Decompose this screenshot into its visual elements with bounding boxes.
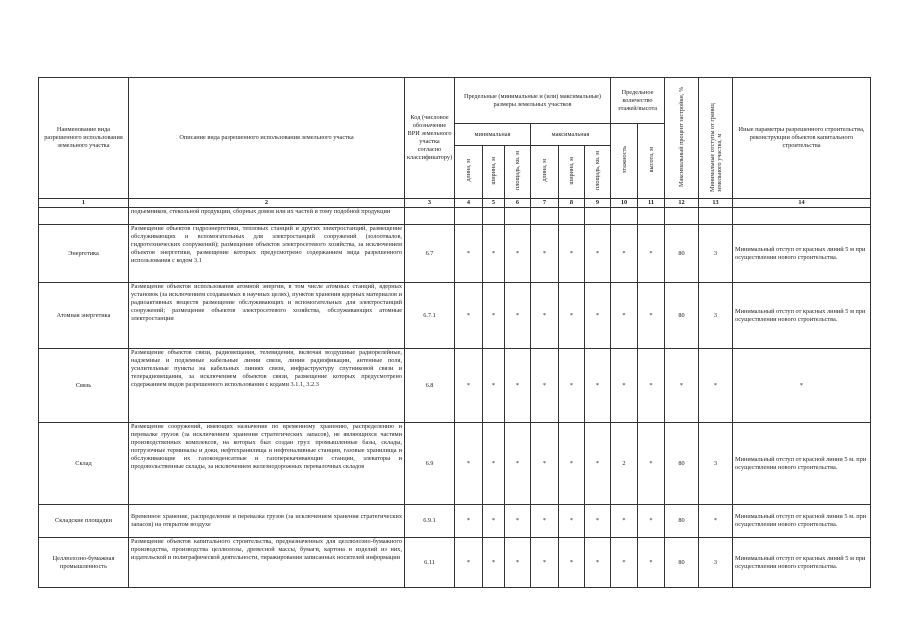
cell-floors: * — [611, 538, 638, 588]
column-number: 7 — [531, 199, 559, 208]
cell-area-min: * — [505, 505, 531, 538]
cell-area-min — [505, 208, 531, 225]
column-number: 1 — [39, 199, 129, 208]
row-code: 6.7.1 — [405, 283, 455, 349]
header-width-min: ширина, м — [483, 146, 505, 199]
cell-floors: 2 — [611, 423, 638, 505]
header-code: Код (числовое обозначение ВРИ земельного участка согласно классификатору) — [405, 78, 455, 199]
header-minimal: минимальная — [455, 124, 531, 146]
cell-width-min: * — [483, 538, 505, 588]
cell-height: * — [638, 423, 665, 505]
table-row — [39, 225, 871, 283]
row-name: Целлюлозно-бумажная промышленность — [39, 538, 129, 588]
cell-area-min: * — [505, 349, 531, 423]
cell-percent: 80 — [665, 505, 699, 538]
table-row — [39, 349, 871, 423]
cell-percent: 80 — [665, 283, 699, 349]
header-percent: Максимальный процент застройки, % — [665, 78, 699, 199]
header-height: высота, м — [638, 124, 665, 199]
header-area-min: площадь, кв. м — [505, 146, 531, 199]
row-name: Атомная энергетика — [39, 283, 129, 349]
header-sizes: Предельные (минимальные и (или) максимальные) размеры земельных участков — [455, 78, 611, 124]
cell-length-min: * — [455, 505, 483, 538]
cell-length-max: * — [531, 225, 559, 283]
cell-floors: * — [611, 505, 638, 538]
row-code — [405, 208, 455, 225]
row-description: Временное хранение, распределение и перевалка грузов (за исключением хранения стратегических запасов) на открытом воздухе — [129, 505, 405, 538]
cell-width-max: * — [559, 349, 585, 423]
cell-length-max: * — [531, 423, 559, 505]
header-name: Наименование вида разрешенного использования земельного участка — [39, 78, 129, 199]
column-number: 4 — [455, 199, 483, 208]
cell-height: * — [638, 538, 665, 588]
cell-other-params: Минимальный отступ от красной линии 5 м. при осуществлении нового строительства. — [733, 505, 871, 538]
cell-area-min: * — [505, 225, 531, 283]
cell-floors: * — [611, 283, 638, 349]
column-numbers-row — [39, 199, 871, 208]
row-description: Размещение сооружений, имеющих назначение по временному хранению, распределению и перевалке грузов (за исключением хранения стратегических запасов), не являющихся частями производственных комплексов, на которых был создан груз: промышленные базы, склады, погрузочные терминалы и доки, нефтехранилища и нефтеналивные станции, газовые хранилища и обслуживающие их газоконденсатные и газоперекачивающие станции, элеваторы и продовольственные склады, за исключением железнодорожных перевалочных складов — [129, 423, 405, 505]
cell-percent — [665, 208, 699, 225]
table-row — [39, 538, 871, 588]
row-description: Размещение объектов гидроэнергетики, тепловых станций и других электростанций, размещение обслуживающих и вспомогательных для электростанций сооружений (золоотвалов, гидротехнических сооружений); размещение объектов электросетевого хозяйства, за исключением объектов энергетики, размещение которых предусмотрено содержанием вида разрешенного использования с кодом 3.1 — [129, 225, 405, 283]
cell-area-max — [585, 208, 611, 225]
cell-offset — [699, 208, 733, 225]
column-number: 5 — [483, 199, 505, 208]
cell-floors: * — [611, 349, 638, 423]
header-other-params: Иные параметры разрешенного строительства, реконструкции объектов капитального строительства — [733, 78, 871, 199]
cell-width-max: * — [559, 423, 585, 505]
cell-length-min: * — [455, 225, 483, 283]
cell-area-max: * — [585, 349, 611, 423]
column-number: 3 — [405, 199, 455, 208]
column-number: 8 — [559, 199, 585, 208]
column-number: 10 — [611, 199, 638, 208]
cell-width-min: * — [483, 349, 505, 423]
cell-other-params: Минимальный отступ от красных линий 5 м при осуществлении нового строительства. — [733, 225, 871, 283]
cell-width-max: * — [559, 505, 585, 538]
row-name: Связь — [39, 349, 129, 423]
column-number: 14 — [733, 199, 871, 208]
cell-floors: * — [611, 225, 638, 283]
cell-other-params: * — [733, 349, 871, 423]
cell-width-max — [559, 208, 585, 225]
cell-width-min: * — [483, 283, 505, 349]
column-number: 11 — [638, 199, 665, 208]
cell-percent: 80 — [665, 538, 699, 588]
cell-other-params: Минимальный отступ от красной линии 5 м. при осуществлении нового строительства. — [733, 423, 871, 505]
cell-length-min: * — [455, 423, 483, 505]
cell-offset: 3 — [699, 423, 733, 505]
cell-height: * — [638, 505, 665, 538]
cell-height: * — [638, 225, 665, 283]
cell-other-params: Минимальный отступ от красных линий 5 м при осуществлении нового строительства. — [733, 283, 871, 349]
cell-width-min: * — [483, 505, 505, 538]
cell-other-params: Минимальный отступ от красных линий 5 м при осуществлении нового строительства. — [733, 538, 871, 588]
cell-offset: 3 — [699, 538, 733, 588]
cell-width-max: * — [559, 538, 585, 588]
cell-length-min: * — [455, 283, 483, 349]
header-length-max: длина, м — [531, 146, 559, 199]
cell-offset: * — [699, 349, 733, 423]
column-number: 2 — [129, 199, 405, 208]
cell-width-max: * — [559, 225, 585, 283]
cell-length-max: * — [531, 505, 559, 538]
row-description: Размещение объектов капитального строительства, предназначенных для целлюлозно-бумажного производства, производства целлюлозы, древесной массы, бумаги, картона и изделий из них, издательской и полиграфической деятельности, тиражирования записанных носителей информации — [129, 538, 405, 588]
row-name: Энергетика — [39, 225, 129, 283]
cell-percent: 80 — [665, 225, 699, 283]
column-number: 9 — [585, 199, 611, 208]
header-description: Описание вида разрешенного использования земельного участка — [129, 78, 405, 199]
cell-length-max — [531, 208, 559, 225]
row-name: Складские площадки — [39, 505, 129, 538]
cell-offset: 3 — [699, 283, 733, 349]
row-name — [39, 208, 129, 225]
header-length-min: длина, м — [455, 146, 483, 199]
cell-height: * — [638, 283, 665, 349]
cell-percent: * — [665, 349, 699, 423]
header-maximal: максимальная — [531, 124, 611, 146]
row-code: 6.9.1 — [405, 505, 455, 538]
cell-area-min: * — [505, 538, 531, 588]
cell-length-min: * — [455, 349, 483, 423]
cell-area-max: * — [585, 225, 611, 283]
cell-width-min: * — [483, 225, 505, 283]
table-row — [39, 208, 871, 225]
cell-width-max: * — [559, 283, 585, 349]
row-code: 6.7 — [405, 225, 455, 283]
cell-other-params — [733, 208, 871, 225]
cell-offset: 3 — [699, 225, 733, 283]
row-code: 6.9 — [405, 423, 455, 505]
header-width-max: ширина, м — [559, 146, 585, 199]
cell-area-min: * — [505, 423, 531, 505]
table-row — [39, 505, 871, 538]
cell-length-max: * — [531, 283, 559, 349]
cell-height: * — [638, 349, 665, 423]
cell-offset: * — [699, 505, 733, 538]
row-description: Размещение объектов связи, радиовещания, телевидения, включая воздушные радиорелейные, надземные и подземные кабельные линии связи, линии радиофикации, антенные поля, усилительные пункты на кабельных линиях связи, инфраструктуру спутниковой связи и телерадиовещания, за исключением объектов связи, размещение которых предусмотрено содержанием видов разрешенного использования с кодами 3.1.1, 3.2.3 — [129, 349, 405, 423]
header-area-max: площадь, кв. м — [585, 146, 611, 199]
cell-area-max: * — [585, 423, 611, 505]
cell-percent: 80 — [665, 423, 699, 505]
cell-height — [638, 208, 665, 225]
cell-width-min: * — [483, 423, 505, 505]
cell-area-max: * — [585, 538, 611, 588]
row-description: Размещение объектов использования атомной энергии, в том числе атомных станций, ядерных установок (за исключением создаваемых в научных целях), пунктов хранения ядерных материалов и радиоактивных веществ размещение обслуживающих и вспомогательных для электростанций сооружений; размещение объектов электросетевого хозяйства, обслуживающих атомные электростанции — [129, 283, 405, 349]
column-number: 13 — [699, 199, 733, 208]
table-row — [39, 283, 871, 349]
cell-length-min — [455, 208, 483, 225]
header-floors: Предельное количество этажей/высота — [611, 78, 665, 124]
table-row — [39, 423, 871, 505]
cell-area-max: * — [585, 283, 611, 349]
cell-length-max: * — [531, 349, 559, 423]
cell-area-max: * — [585, 505, 611, 538]
land-use-regulations-table — [38, 77, 871, 588]
row-name: Склад — [39, 423, 129, 505]
row-description: подъемников, стекольной продукции, сборных домов или их частей и тому подобной продукции — [129, 208, 405, 225]
header-offsets: Минимальные отступы от границ земельного участка, м — [699, 78, 733, 199]
column-number: 6 — [505, 199, 531, 208]
row-code: 6.8 — [405, 349, 455, 423]
column-number: 12 — [665, 199, 699, 208]
cell-floors — [611, 208, 638, 225]
cell-length-min: * — [455, 538, 483, 588]
cell-length-max: * — [531, 538, 559, 588]
cell-width-min — [483, 208, 505, 225]
header-floors-count: этажность — [611, 124, 638, 199]
cell-area-min: * — [505, 283, 531, 349]
row-code: 6.11 — [405, 538, 455, 588]
